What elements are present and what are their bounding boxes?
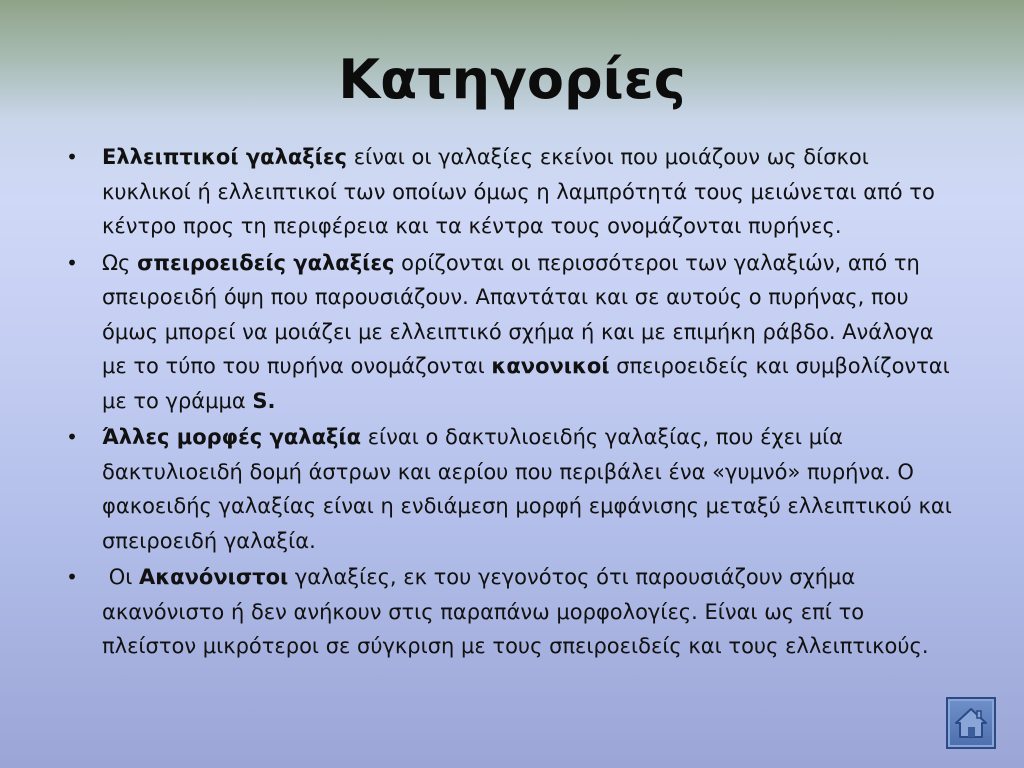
home-icon xyxy=(953,706,989,740)
bullet-list xyxy=(62,140,962,666)
bullet-text xyxy=(102,565,929,658)
slide-title: Κατηγορίες xyxy=(338,48,686,111)
bullet-marker: • xyxy=(66,145,78,169)
bullet-item xyxy=(62,560,962,664)
bullet-text-normal: σπειροειδείς και συμβολίζονται με το γράμμα xyxy=(102,354,950,413)
bullet-item xyxy=(62,420,962,558)
bullet-text-normal: γαλαξίες, εκ του γεγονότος ότι παρουσιάζουν σχήμα ακανόνιστο ή δεν ανήκουν στις παραπάνω μορφολογίες. Είναι ως επί το πλείστον μικρότεροι σε σύγκριση με τους σπειροειδείς και τους ελλειπτικούς. xyxy=(102,565,929,658)
bullet-marker: • xyxy=(66,565,78,589)
bullet-text xyxy=(102,425,952,553)
bullet-text-normal: είναι ο δακτυλιοειδής γαλαξίας, που έχει μία δακτυλιοειδή δομή άστρων και αερίου που περιβάλει ένα «γυμνό» πυρήνα. Ο φακοειδής γαλαξίας είναι η ενδιάμεση μορφή εμφάνισης μεταξύ ελλειπτικού και σπειροειδή γαλαξία. xyxy=(102,425,952,553)
bullet-marker: • xyxy=(66,250,78,275)
bullet-text xyxy=(102,145,935,238)
bullet-text-bold: Ακανόνιστοι xyxy=(139,565,289,589)
bullet-text-bold: Ελλειπτικοί γαλαξίες xyxy=(102,145,348,169)
home-button[interactable] xyxy=(946,697,996,749)
bullet-text-bold: S. xyxy=(252,388,276,413)
bullet-text-bold: κανονικοί xyxy=(491,354,610,378)
bullet-text-normal: Οι xyxy=(102,565,139,589)
bullet-text xyxy=(102,251,950,413)
bullet-text-bold: σπειροειδείς γαλαξίες xyxy=(137,250,395,275)
bullet-text-normal: Ως xyxy=(102,250,138,275)
bullet-marker: • xyxy=(66,425,78,449)
bullet-text-normal: ορίζονται οι περισσότεροι των γαλαξιών, από τη σπειροειδή όψη που παρουσιάζουν. Απαντάται και σε αυτούς ο πυρήνας, που όμως μπορεί να μοιάζει με ελλειπτικό σχήμα ή και με επιμήκη ράβδο. Ανάλογα με το τύπο του πυρήνα ονομάζονται xyxy=(102,250,934,378)
bullet-item xyxy=(62,246,962,419)
bullet-text-bold: Άλλες μορφές γαλαξία xyxy=(102,425,362,449)
bullet-item xyxy=(62,140,962,244)
bullet-text-normal: είναι οι γαλαξίες εκείνοι που μοιάζουν ως δίσκοι κυκλικοί ή ελλειπτικοί των οποίων όμως η λαμπρότητά τους μειώνεται από το κέντρο προς τη περιφέρεια και τα κέντρα τους ονομάζονται πυρήνες. xyxy=(102,145,935,238)
